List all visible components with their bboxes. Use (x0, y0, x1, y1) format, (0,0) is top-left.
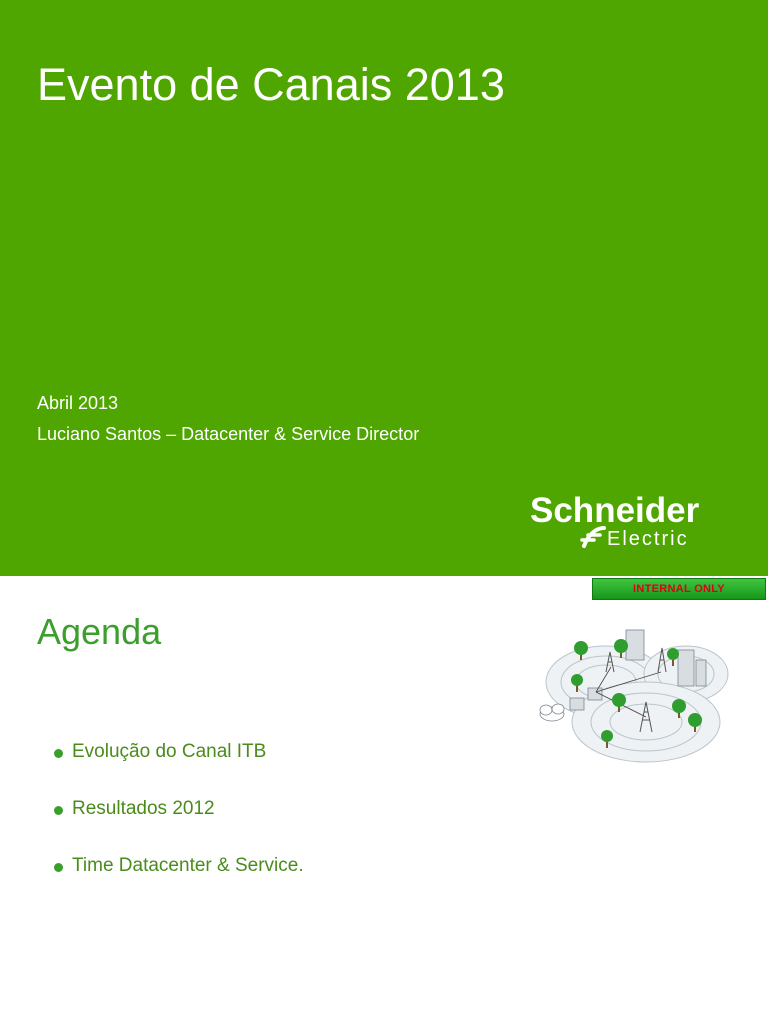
agenda-item: Time Datacenter & Service. (52, 856, 304, 875)
bullet-icon (54, 806, 63, 815)
network-diagram-image (536, 622, 732, 768)
agenda-item: Evolução do Canal ITB (52, 742, 304, 761)
presenter-line: Luciano Santos – Datacenter & Service Director (37, 424, 420, 444)
schneider-electric-logo (530, 488, 740, 550)
bullet-icon (54, 749, 63, 758)
slide-title: Evento de Canais 2013 (37, 59, 505, 110)
logo-symbol-icon (582, 528, 604, 546)
slide-date: Abril 2013 (37, 393, 119, 413)
agenda-title: Agenda (37, 611, 162, 652)
agenda-list (52, 742, 304, 875)
internal-only-badge: INTERNAL ONLY (592, 578, 766, 600)
agenda-item: Resultados 2012 (52, 799, 304, 818)
bullet-icon (54, 863, 63, 872)
agenda-slide (0, 576, 768, 1024)
logo-wordmark-top: Schneider (530, 491, 700, 530)
logo-wordmark-bottom: Electric (607, 528, 689, 550)
